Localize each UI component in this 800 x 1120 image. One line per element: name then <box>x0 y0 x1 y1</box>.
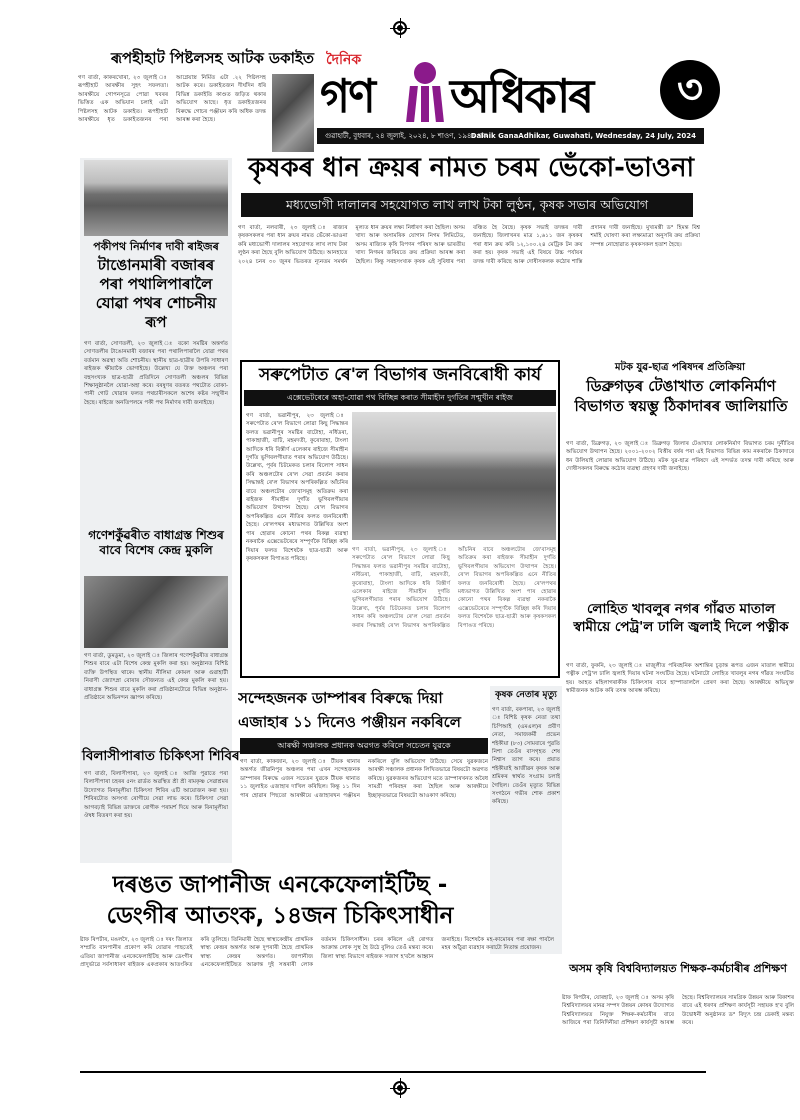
story-encephalitis-headline-line1: দৰঙত জাপানীজ এনকেফেলাইটিছ - <box>112 872 448 898</box>
page-number-badge <box>660 60 720 120</box>
story-krishak-neta-body: গণ বাৰ্তা, বকপাৰা, ২৩ জুলাই ঃ বিশিষ্ট কৃষক নেতা তথা চিপিআই (এমএল)ৰ প্ৰবীণ নেতা, সমাজকৰ্মী প্ৰভেন শইকীয়া (৮৩) সোমবাৰে পুৱতি নিশা তেওঁৰ বাসগৃহত শেষ নিশ্বাস ত্যাগ কৰে। প্ৰয়াত শইকীয়াই আজীৱন কৃষক আৰু শ্ৰমিকৰ স্বাৰ্থত সংগ্ৰাম চলাই গৈছিল। তেওঁৰ মৃত্যুত বিভিন্ন সংগঠনে গভীৰ শোক প্ৰকাশ কৰিছে। <box>492 707 560 806</box>
story-encephalitis-headline-line2: ডেংগীৰ আতংক, ১৪জন চিকিৎসাধীন <box>106 903 454 929</box>
story-sarupeta-headline: সৰুপেটাত ৰে'ল বিভাগৰ জনবিৰোধী কাৰ্য <box>258 365 542 385</box>
story-tangonmari-kicker: পকীপথ নিৰ্মাণৰ দাবী ৰাইজৰ <box>93 240 219 253</box>
story-pistol-headline: ৰূপহীহাট পিষ্টলসহ আটক ডকাইত <box>111 49 314 67</box>
story-aau-headline: অসম কৃষি বিশ্ববিদ্যালয়ত শিক্ষক-কৰ্মচাৰীৰ প্ৰশিক্ষণ <box>569 962 787 975</box>
story-tangonmari-body: গণ বাৰ্তা, সোণতলী, ২৩ জুলাই ঃ বকো সমষ্টিৰ অন্তৰ্গত সোণতলীৰ টাঙোনমাৰী বজাৰৰ পৰা পথালিপাৰালৈ যোৱা পথৰ বৰ্তমান অৱস্থা অতি শোচনীয়। স্থানীয় ছাত্ৰ-ছাত্ৰীৰ উপৰি সাধাৰণ ৰাইজক ক্ষীয়াকৈ ভোগাইছে। উল্লেখ্য যে উক্ত অঞ্চলৰ পৰা বহুসংখ্যক ছাত্ৰ-ছাত্ৰী প্ৰতিদিনে সোণতলী অঞ্চলৰ বিভিন্ন শিক্ষানুষ্ঠানলৈ যোৱা-অহা কৰে। বৰষুণৰ বতৰত পথটোত বোকা-পানী গোট খোৱাৰ ফলত পথচাৰীসকলে অশেষ কষ্টৰ সন্মুখীন হৈছে। ৰাইজে অনতিপলমে পকী পথ নিৰ্মাণৰ দাবী জনাইছে। <box>84 341 228 406</box>
story-sarupeta-body-continued: গণ বাৰ্তা, ভৱানীপুৰ, ২৩ জুলাই ঃ সৰুপেটাত ৰে'ল বিভাগে লোৱা কিছু সিদ্ধান্তৰ ফলত ভৱানীপুৰ সমষ্টিৰ বাটোহা, নৰ্ধিডৰা, পাকাহাজী, বাটি, মহমদতী, কুৰোবাহা, টাংলা আদিকে ধৰি বিস্তীৰ্ণ এলেকাৰ ৰাইজে সীমাহীন দুৰ্গতি ভুগিবলগীয়াত পৰাৰ অভিযোগ উঠিছে। উল্লেখ্য, পূৰ্বৰ চিটমেকত চলাৰ বিলোপ সাধন কৰি অঞ্চলটোৰ ৰে'ল সেৱা প্ৰবৰ্তন কৰাৰ সিদ্ধান্তই ৰে'ল বিভাগৰ অপৰিকল্পিত আঁচনিৰ বাবে অঞ্চলটোৰ জে'বাসমূহ অতিক্ৰম কৰা ৰাইজক সীমাহীন দুৰ্গতি ভুগিবলগীয়াৰ অভিযোগ উত্থাপন হৈছে। ৰে'ল বিভাগৰ অপৰিকল্পিত এনে নীতিৰ ফলত জনবিৰোধী হৈছে। ৰে'লপথৰ মধ্যভাগত উল্লিখিত অংশ পাৰ হোৱাৰ কোনো পথৰ বিকল্প ব্যৱস্থা নকৰাকৈ এক্সেভেটৰেৰে সম্পূৰ্ণকৈ বিচ্ছিন্ন কৰি দিয়াৰ ফলত বিশেষকৈ ছাত্ৰ-ছাত্ৰী আৰু কৃষকসকল বিপাঙত পৰিছে। <box>352 547 556 629</box>
story-ganeshkuwari-photo <box>84 576 228 648</box>
story-bilasipara-body: গণ বাৰ্তা, বিলাসীপাৰা, ২৩ জুলাই ঃ আজি পুৱাতে পৰা বিলাসীপাৰা চহৰৰ ৫নং ৱাৰ্ডত অৱস্থিত শ্ৰী শ্ৰী ৰামকৃষ্ণ সেৱাশ্ৰমৰ উদ্যোগত বিনামূলীয়া চিকিৎসা শিবিৰ এটি আয়োজন কৰা হয়। শিবিৰটোত অসংখ্য ৰোগীয়ে সেৱা লাভ কৰে। চিকিৎসা সেৱা আগবঢ়াই বিভিন্ন ডাক্তৰে ৰোগীক পৰামৰ্শ দিয়ে আৰু বিনামূলীয়া ঔষধ বিতৰণ কৰা হয়। <box>84 771 228 820</box>
masthead-prefix: দৈনিক <box>326 52 362 68</box>
story-sarupeta-subheadline: এক্সেভেটৰেৰে অহা-যোৱা পথ বিচ্ছিন্ন কৰাত সীমাহীন দুৰ্গতিৰ সন্মুখীন ৰাইজ <box>244 390 556 406</box>
story-farmer-body: গণ বাৰ্তা, নলবাৰী, ২৩ জুলাই ঃ ৰাজ্যৰ কৃষকসকলৰ পৰা ধান ক্ৰয়ৰ নামত ভেঁকো-ভাওনা কৰি মধ্যভোগী দালালৰ সহযোগত লাখ লাখ টকা লুণ্ঠন কৰা হৈছে বুলি অভিযোগ উঠিছে। আনহাতে ২০২৪ চনৰ ৩০ জুনৰ ভিতৰত ন্যূনতম সমৰ্থন মূল্যত ধান ক্ৰয়ৰ লক্ষ্য নিৰ্ধাৰণ কৰা হৈছিল। অসম খাদ্য আৰু অসামৰিক যোগান নিগম লিমিটেড, অসম ৰাজ্যিক কৃষি বিপণন পৰিষদ আৰু ভাৰতীয় খাদ্য নিগমৰ জৰিয়তে ক্ৰয় প্ৰক্ৰিয়া আৰম্ভ কৰা হৈছিল। কিন্তু সৰহসংখ্যক কৃষক এই সুবিধাৰ পৰা বঞ্চিত হৈ ৰৈছে। কৃষক সভাই তদন্তৰ দাবী জনাইছে। জিলাখনৰ মাত্ৰ ১,৬১১ জন কৃষকৰ পৰা ধান ক্ৰয় কৰি ১২,১০০.২৪ মেট্ৰিক টন ক্ৰয় কৰা হয়। কৃষক সভাই এই বিষয়ে উচ্চ পৰ্যায়ৰ তদন্ত দাবী কৰিছে আৰু দোষীসকলক কঠোৰ শাস্তি প্ৰদানৰ দাবী জনাইছে। মুখ্যমন্ত্ৰী ড° হিমন্ত বিশ্ব শৰ্মাই ঘোষণা কৰা লক্ষ্যমাত্ৰা অনুসৰি ক্ৰয় প্ৰক্ৰিয়া সম্পন্ন নোহোৱাত কৃষকসকল হতাশ হৈছে। <box>238 225 700 265</box>
story-krishak-neta-headline: কৃষক নেতাৰ মৃত্যু <box>495 690 557 700</box>
story-dibrugarh-body: গণ বাৰ্তা, ডিব্ৰুগড়, ২৩ জুলাই ঃ ডিব্ৰুগড় জিলাৰ টেঙাখাত লোকনিৰ্মাণ বিভাগত চৰম দুৰ্নীতিৰ অভিযোগ উত্থাপন হৈছে। ২০০১-২০০২ বিত্তীয় বৰ্ষৰ পৰা এই বিভাগত বিভিন্ন কাম নকৰাকৈ ঠিকাদাৰে ধন উলিয়াই লোৱাৰ অভিযোগ উঠিছে। মটক যুৱ-ছাত্ৰ পৰিষদে এই সন্দৰ্ভত তদন্ত দাবী কৰিছে আৰু দোষীসকলৰ বিৰুদ্ধে কঠোৰ ব্যৱস্থা গ্ৰহণৰ দাবী জনাইছে। <box>566 441 794 473</box>
story-bilasipara-headline: বিলাসীপাৰাত চিকিৎসা শিবিৰ <box>82 748 240 764</box>
story-tangonmari-photo <box>84 160 228 236</box>
story-pistol-body: গণ বাৰ্তা, কাকৰখোৰা, ২৩ জুলাই ঃ ৰূপহীহাট আৰক্ষীৰ সুহৎ সফলতা। আৰক্ষীয়ে গোপনসূত্ৰে পোৱা খবৰৰ ভিত্তিত এক অভিযান চলাই এটা পিষ্টলসহ আটক ডকাইত। ৰূপহীহাট আৰক্ষীয়ে ধৃত ডকাইতজনৰ পৰা আগ্নেয়াস্ত্ৰ নিৰ্মিত এটা .২২ পিষ্টলসহ আটক কৰে। ডকাইতজন দীৰ্ঘদিন ধৰি বিভিন্ন ডকাইতি কাণ্ডত জড়িত থকাৰ অভিযোগ আছে। ধৃত ডকাইতজনৰ বিৰুদ্ধে গোচৰ পঞ্জীয়ন কৰি অধিক তদন্ত আৰম্ভ কৰা হৈছে। <box>78 75 266 124</box>
story-pistol <box>78 50 314 154</box>
story-farmer-headline: কৃষকৰ ধান ক্ৰয়ৰ নামত চৰম ভেঁকো-ভাওনা <box>247 153 695 183</box>
bottom-rule <box>80 1071 706 1073</box>
story-dumpar-headline: সন্দেহজনক ডাম্পাৰৰ বিৰুদ্ধে দিয়া এজাহাৰ ১১ দিনেও পঞ্জীয়ন নকৰিলে <box>238 689 461 731</box>
masthead <box>318 52 738 128</box>
registration-mark-top <box>393 21 407 35</box>
story-lohit-headline: লোহিত খাবলুৰ নগৰ গাঁৱত মাতাল স্বামীয়ে পেট্ৰ'ল ঢালি জ্বলাই দিলে পত্নীক <box>573 601 789 635</box>
story-pistol-photo <box>272 74 314 152</box>
story-ganeshkuwari-headline: গণেশকুঁৱৰীত বাধাগ্ৰস্ত শিশুৰ বাবে বিশেষ কেন্দ্ৰ মুকলি <box>88 528 224 557</box>
logo-people-icon <box>406 62 446 124</box>
dateline-assamese: গুৱাহাটী, বুধবাৰ, ২৪ জুলাই, ২০২৪, ৮ শাওণ, ১৯৪৬ শক <box>325 132 488 140</box>
story-sarupeta-body: গণ বাৰ্তা, ভৱানীপুৰ, ২৩ জুলাই ঃ সৰুপেটাত ৰে'ল বিভাগে লোৱা কিছু সিদ্ধান্তৰ ফলত ভৱানীপুৰ সমষ্টিৰ বাটোহা, নৰ্ধিডৰা, পাকাহাজী, বাটি, মহমদতী, কুৰোবাহা, টাংলা আদিকে ধৰি বিস্তীৰ্ণ এলেকাৰ ৰাইজে সীমাহীন দুৰ্গতি ভুগিবলগীয়াত পৰাৰ অভিযোগ উঠিছে। উল্লেখ্য, পূৰ্বৰ চিটমেকত চলাৰ বিলোপ সাধন কৰি অঞ্চলটোৰ ৰে'ল সেৱা প্ৰবৰ্তন কৰাৰ সিদ্ধান্তই ৰে'ল বিভাগৰ অপৰিকল্পিত আঁচনিৰ বাবে অঞ্চলটোৰ জে'বাসমূহ অতিক্ৰম কৰা ৰাইজক সীমাহীন দুৰ্গতি ভুগিবলগীয়াৰ অভিযোগ উত্থাপন হৈছে। ৰে'ল বিভাগৰ অপৰিকল্পিত এনে নীতিৰ ফলত জনবিৰোধী হৈছে। ৰে'লপথৰ মধ্যভাগত উল্লিখিত অংশ পাৰ হোৱাৰ কোনো পথৰ বিকল্প ব্যৱস্থা নকৰাকৈ এক্সেভেটৰেৰে সম্পূৰ্ণকৈ বিচ্ছিন্ন কৰি দিয়াৰ ফলত বিশেষকৈ ছাত্ৰ-ছাত্ৰী আৰু কৃষকসকল বিপাঙত পৰিছে। <box>246 413 348 562</box>
masthead-name-left: গণ <box>320 69 374 123</box>
registration-mark-bottom <box>393 1081 407 1095</box>
story-aau-body: ষ্টাফ ৰিপৰ্টাৰ, যোৰহাট, ২৩ জুলাই ঃ অসম কৃষি বিশ্ববিদ্যালয়ৰ মানৱ সম্পদ উন্নয়ন কোষৰ উদ্যোগত বিশ্ববিদ্যালয়ত নিযুক্ত শিক্ষক-কৰ্মচাৰীৰ বাবে আজিৰে পৰা তিনিদিনীয়া প্ৰশিক্ষণ কাৰ্যসূচী আৰম্ভ হৈছে। বিশ্ববিদ্যালয়ৰ সামগ্ৰিক উন্নয়ন আৰু বিকাশৰ বাবে এই ধৰণৰ প্ৰশিক্ষণ কাৰ্যসূচী সহায়ক হ'ব বুলি উদ্বোধনী অনুষ্ঠানত ড° বিদ্যুৎ চন্দ্ৰ ডেকাই মন্তব্য কৰে। <box>562 995 794 1027</box>
page-number: ৩ <box>676 67 703 113</box>
story-dumpar-subheadline: আৰক্ষী সঞ্চালক প্ৰধানক অৱগত কৰিলে সচেতন যুৱকে <box>240 738 488 754</box>
story-sarupeta-photo <box>352 412 556 540</box>
story-dumpar-body: গণ বাৰ্তা, কাকজান, ২৩ জুলাই ঃ টীয়ক থানাৰ অন্তৰ্গত জীৱনিপুৰ অঞ্চলৰ পৰা এখন সন্দেহজনক ডাম্পাৰৰ বিৰুদ্ধে এজন সচেতন যুৱকে টীয়ক থানাত ১১ জুলাইত এজাহাৰ দাখিল কৰিছিল। কিন্তু ১১ দিন পাৰ হোৱাৰ পিছতো আৰক্ষীয়ে এজাহাৰখন পঞ্জীয়ন নকৰিলে বুলি অভিযোগ উঠিছে। সেয়ে যুৱকজনে আৰক্ষী সঞ্চালক প্ৰধানক লিখিতভাৱে বিষয়টো অৱগত কৰিছে। যুৱকজনৰ অভিযোগ মতে ডাম্পাৰখনত অবৈধ সামগ্ৰী পৰিবহন কৰা হৈছিল আৰু আৰক্ষীয়ে ইচ্ছাকৃতভাৱে বিষয়টো আওকাণ কৰিছে। <box>240 759 488 799</box>
dateline-english: Dainik GanaAdhikar, Guwahati, Wednesday, 24 July, 2024 <box>470 132 696 140</box>
story-dibrugarh-headline: ডিব্ৰুগড়ৰ টেঙাখাত লোকনিৰ্মাণ বিভাগত স্বয়ম্ভু ঠিকাদাৰৰ জালিয়াতি <box>574 377 788 415</box>
story-encephalitis-body: ষ্টাফ ৰিপৰ্টাৰ, মঙলদৈ, ২৩ জুলাই ঃ দৰং জিলাত সম্প্ৰতি বানপানীৰ প্ৰকোপ কমি যোৱাৰ পাছতেই এতিয়া জাপানীজ এনকেফেলাইটিছ আৰু ডেংগীৰ প্ৰাদুৰ্ভাৱে সৰ্বসাধাৰণ ৰাইজক একপ্ৰকাৰ আতংকিত কৰি তুলিছে। তিনিমাৰী হৈছে স্বাস্থ্যকেন্দ্ৰীয় প্ৰাথমিক স্বাস্থ্য কেন্দ্ৰৰ অন্তৰ্গত আৰু দুপৰাৰী হৈছে প্ৰাথমিক স্বাস্থ্য কেন্দ্ৰৰ অন্তৰ্গত। জাপানীজ এনকেফেলাইটিছত আক্ৰান্ত দুই সত্তৰাৰী লোক বৰ্তমান চিকিৎসাধীন। চৰৰ কৰিলে এই ৰোগত আক্ৰান্ত লোক সুস্থ হৈ উঠে বুলিও তেওঁ মন্তব্য কৰে। জিলা স্বাস্থ্য বিভাগে ৰাইজক সজাগ হ'বলৈ আহ্বান জনাইছে। বিশেষকৈ মহ-কামোৰৰ পৰা ৰক্ষা পাবলৈ মহৰ আঁঠুৱা ব্যৱহাৰ কৰাটো নিতান্ত প্ৰয়োজন। <box>80 937 554 969</box>
story-dibrugarh-kicker: মটক যুৱ-ছাত্ৰ পৰিষদৰ প্ৰতিক্ৰিয়া <box>614 362 746 373</box>
story-ganeshkuwari-body: গণ বাৰ্তা, ডুমডুমা, ২৩ জুলাই ঃ জিলাৰ গণেশকুঁৱৰীত বাধাগ্ৰস্ত শিশুৰ বাবে এটা বিশেষ কেন্দ্ৰ মুকলি কৰা হয়। অনুষ্ঠানত বিশিষ্ট ব্যক্তি উপস্থিত থাকে। স্থানীয় নীলিমা কোমল আৰু গুৱাহাটী নিবাসী জ্যোৎস্না বোৰাৰ সৌজন্যত এই কেন্দ্ৰ মুকলি কৰা হয়। বাধাগ্ৰস্ত শিশুৰ বাবে মুকলি কৰা প্ৰতিষ্ঠানটোৱে বিভিন্ন অনুষ্ঠান-প্ৰতিষ্ঠানে অভিনন্দন জ্ঞাপন কৰিছে। <box>84 653 228 702</box>
masthead-name-right: অধিকাৰ <box>450 69 593 123</box>
story-tangonmari-headline: টাঙোনমাৰী বজাৰৰ পৰা পথালিপাৰালৈ যোৱা পথৰ শোচনীয় ৰূপ <box>95 256 217 331</box>
dateline-bar <box>317 128 704 144</box>
story-lohit-body: গণ বাৰ্তা, ফুকনি, ২৩ জুলাই ঃ মাজুলীত পৰিবহনিক অশান্তিৰ চূড়ান্ত ৰূপত এজন মাতাল স্বামীয়ে পত্নীক পেট্ৰ'ল ঢালি জ্বলাই দিয়াৰ ঘটনা সংঘটিত হৈছে। ঘটনাটো লোহিত খাবলুৰ নগৰ গাঁৱত সংঘটিত হয়। আহত মহিলাগৰাকীক চিকিৎসাৰ বাবে হাস্পাতাললৈ প্ৰেৰণ কৰা হৈছে। আৰক্ষীয়ে অভিযুক্ত স্বামীজনক আটক কৰি তদন্ত আৰম্ভ কৰিছে। <box>566 663 794 695</box>
story-farmer-subheadline: মধ্যভোগী দালালৰ সহযোগত লাখ লাখ টকা লুণ্ঠন, কৃষক সভাৰ অভিযোগ <box>241 193 693 217</box>
